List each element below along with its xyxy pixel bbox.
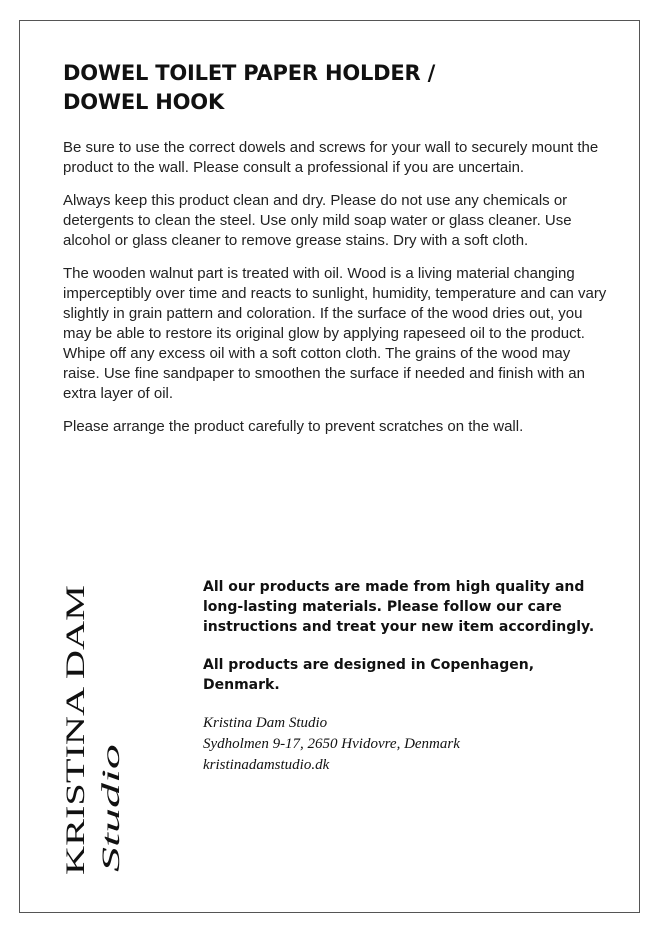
quality-statement: All our products are made from high quality and long-lasting materials. Please follow our care instructions and treat your new item accordingly. <box>203 579 595 635</box>
studio-address-block <box>203 713 613 776</box>
title-line-1: DOWEL TOILET PAPER HOLDER / <box>63 61 436 85</box>
design-statement: All products are designed in Copenhagen, Denmark. <box>203 657 535 693</box>
studio-address: Sydholmen 9-17, 2650 Hvidovre, Denmark <box>203 736 460 752</box>
document-title <box>63 59 603 117</box>
studio-name: Kristina Dam Studio <box>203 715 328 731</box>
company-info <box>203 577 613 776</box>
paragraph-wood-care: The wooden walnut part is treated with oil. Wood is a living material changing imperceptibly over time and reacts to sunlight, humidity, temperature and can vary slightly in grain pattern and coloration. If the surface of the wood dries out, you may be able to restore its original glow by applying rapeseed oil to the product. Whipe off any excess oil with a soft cotton cloth. The grains of the wood may raise. Use fine sandpaper to smoothen the surface if needed and finish with an extra layer of oil. <box>63 265 607 402</box>
kristina-dam-studio-logo <box>52 580 132 875</box>
care-instructions <box>63 138 608 450</box>
paragraph-cleaning: Always keep this product clean and dry. Please do not use any chemicals or detergents to clean the steel. Use only mild soap water or glass cleaner. Use alcohol or glass cleaner to remove grease stains. Dry with a soft cloth. <box>63 192 572 249</box>
paragraph-mounting: Be sure to use the correct dowels and screws for your wall to securely mount the product to the wall. Please consult a professional if you are uncertain. <box>63 139 599 176</box>
title-line-2: DOWEL HOOK <box>63 90 225 114</box>
studio-website: kristinadamstudio.dk <box>203 757 330 773</box>
logo-line-2: Studio <box>98 808 125 872</box>
paragraph-placement: Please arrange the product carefully to prevent scratches on the wall. <box>63 418 524 435</box>
logo-line-1: KRISTINA DAM <box>61 687 90 875</box>
